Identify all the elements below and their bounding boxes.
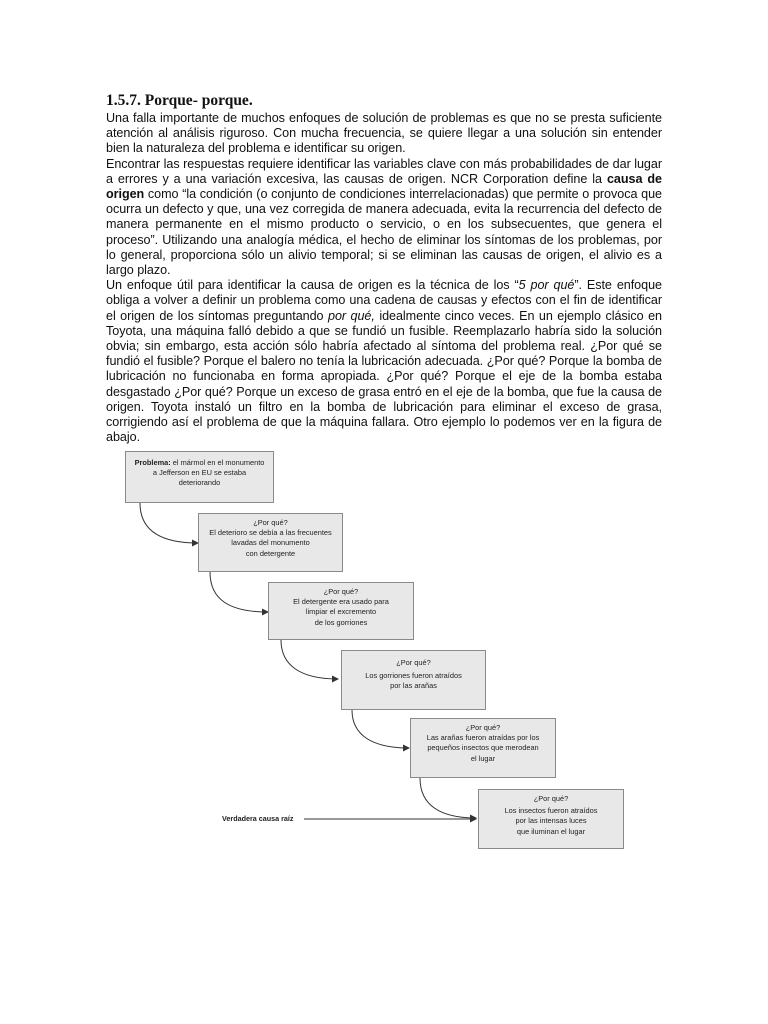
- problem-line-2: a Jefferson en EU se estaba: [152, 468, 247, 478]
- paragraph-text: ”. Este enfoque obliga a volver a definir un problema como una cadena de causas y efectos con el fin de identificar el origen de los síntomas preguntando: [106, 278, 662, 323]
- arrow-2: [210, 572, 268, 612]
- arrow-4: [352, 710, 409, 748]
- paragraph-five-whys: [106, 278, 662, 445]
- problem-label: Problema:: [134, 458, 171, 467]
- why-answer-line: El detergente era usado para: [293, 597, 389, 607]
- problem-box: [125, 451, 274, 503]
- why-box-1: [198, 513, 343, 572]
- why-answer-line: Los insectos fueron atraídos: [504, 806, 598, 816]
- arrow-5: [420, 778, 476, 818]
- why-answer-line: por las arañas: [390, 681, 437, 691]
- why-question: ¿Por qué?: [533, 794, 569, 803]
- why-question: ¿Por qué?: [323, 587, 359, 596]
- why-answer-line: de los gorriones: [314, 617, 368, 627]
- term-causa-de-origen: causa de origen: [106, 171, 662, 202]
- why-answer-line: por las intensas luces: [515, 816, 587, 826]
- section-title: 1.5.7. Porque- porque.: [106, 92, 253, 109]
- term-por-que: por qué,: [328, 308, 375, 323]
- document-body: [106, 92, 662, 445]
- paragraph-intro: Una falla importante de muchos enfoques de solución de problemas es que no se presta suficiente atención al análisis riguroso. Con mucha frecuencia, se quiere llegar a una solución sin entender bien la naturaleza del problema e identificar su origen.: [106, 111, 662, 156]
- why-answer-line: pequeños insectos que merodean: [427, 743, 539, 753]
- why-answer-line: limpiar el excremento: [305, 607, 377, 617]
- why-question: ¿Por qué?: [253, 518, 288, 527]
- paragraph-text: como “la condición (o conjunto de condiciones interrelacionadas) que permite o provoca que ocurra un defecto y que, una vez corregida de manera adecuada, evita la recurrencia del defecto de manera permanente en el mismo producto o servicio, o en los subsecuentes, que genera el proceso”. Utilizando una analogía médica, el hecho de eliminar los síntomas de los problemas, por lo general, proporciona sólo un alivio temporal; si se eliminan las causas de origen, el alivio es a largo plazo.: [106, 187, 662, 278]
- why-answer-line: El deterioro se debía a las frecuentes: [209, 528, 332, 538]
- paragraph-root-cause-definition: [106, 157, 662, 279]
- paragraph-text: Un enfoque útil para identificar la causa de origen es la técnica de los “: [106, 278, 519, 293]
- why-answer-line: que iluminan el lugar: [516, 826, 586, 836]
- arrow-3: [281, 640, 338, 679]
- problem-text: el mármol en el monumento: [170, 458, 265, 467]
- root-cause-label: Verdadera causa raíz: [222, 814, 294, 823]
- why-answer-line: con detergente: [245, 548, 296, 558]
- why-question: ¿Por qué?: [396, 658, 431, 667]
- problem-line-3: deteriorando: [178, 478, 221, 488]
- why-answer-line: lavadas del monumento: [231, 538, 310, 548]
- why-question: ¿Por qué?: [465, 723, 501, 732]
- paragraph-text: Encontrar las respuestas requiere identificar las variables clave con más probabilidades de dar lugar a errores y a una variación excesiva, las causas de origen. NCR Corporation define la: [106, 156, 662, 186]
- why-answer-line: Los gorriones fueron atraídos: [365, 671, 462, 681]
- why-answer-line: Las arañas fueron atraídas por los: [426, 733, 540, 743]
- why-box-5-root-cause: [478, 789, 624, 849]
- why-box-4: [410, 718, 556, 778]
- why-box-2: [268, 582, 414, 640]
- arrow-1: [140, 503, 198, 543]
- why-answer-line: el lugar: [470, 753, 496, 763]
- why-box-3: [341, 650, 486, 710]
- term-5-por-que: 5 por qué: [518, 278, 575, 293]
- paragraph-text: idealmente cinco veces. En un ejemplo clásico en Toyota, una máquina falló debido a que se fundió un fusible. Reemplazarlo habría sido la solución obvia; sin embargo, esta acción sólo habría afectado al síntoma del problema real. ¿Por qué se fundió el fusible? Porque el balero no tenía la lubricación adecuada. ¿Por qué? Porque la bomba de lubricación no funcionaba en forma apropiada. ¿Por qué? Porque el eje de la bomba estaba desgastado ¿Por qué? Porque un exceso de grasa entró en el eje de la bomba, que fue la causa de origen. Toyota instaló un filtro en la bomba de lubricación para eliminar el exceso de grasa, corrigiendo así el problema de que la máquina fallara. Otro ejemplo lo podemos ver en la figura de abajo.: [106, 308, 663, 445]
- problem-line-1: [126, 458, 273, 468]
